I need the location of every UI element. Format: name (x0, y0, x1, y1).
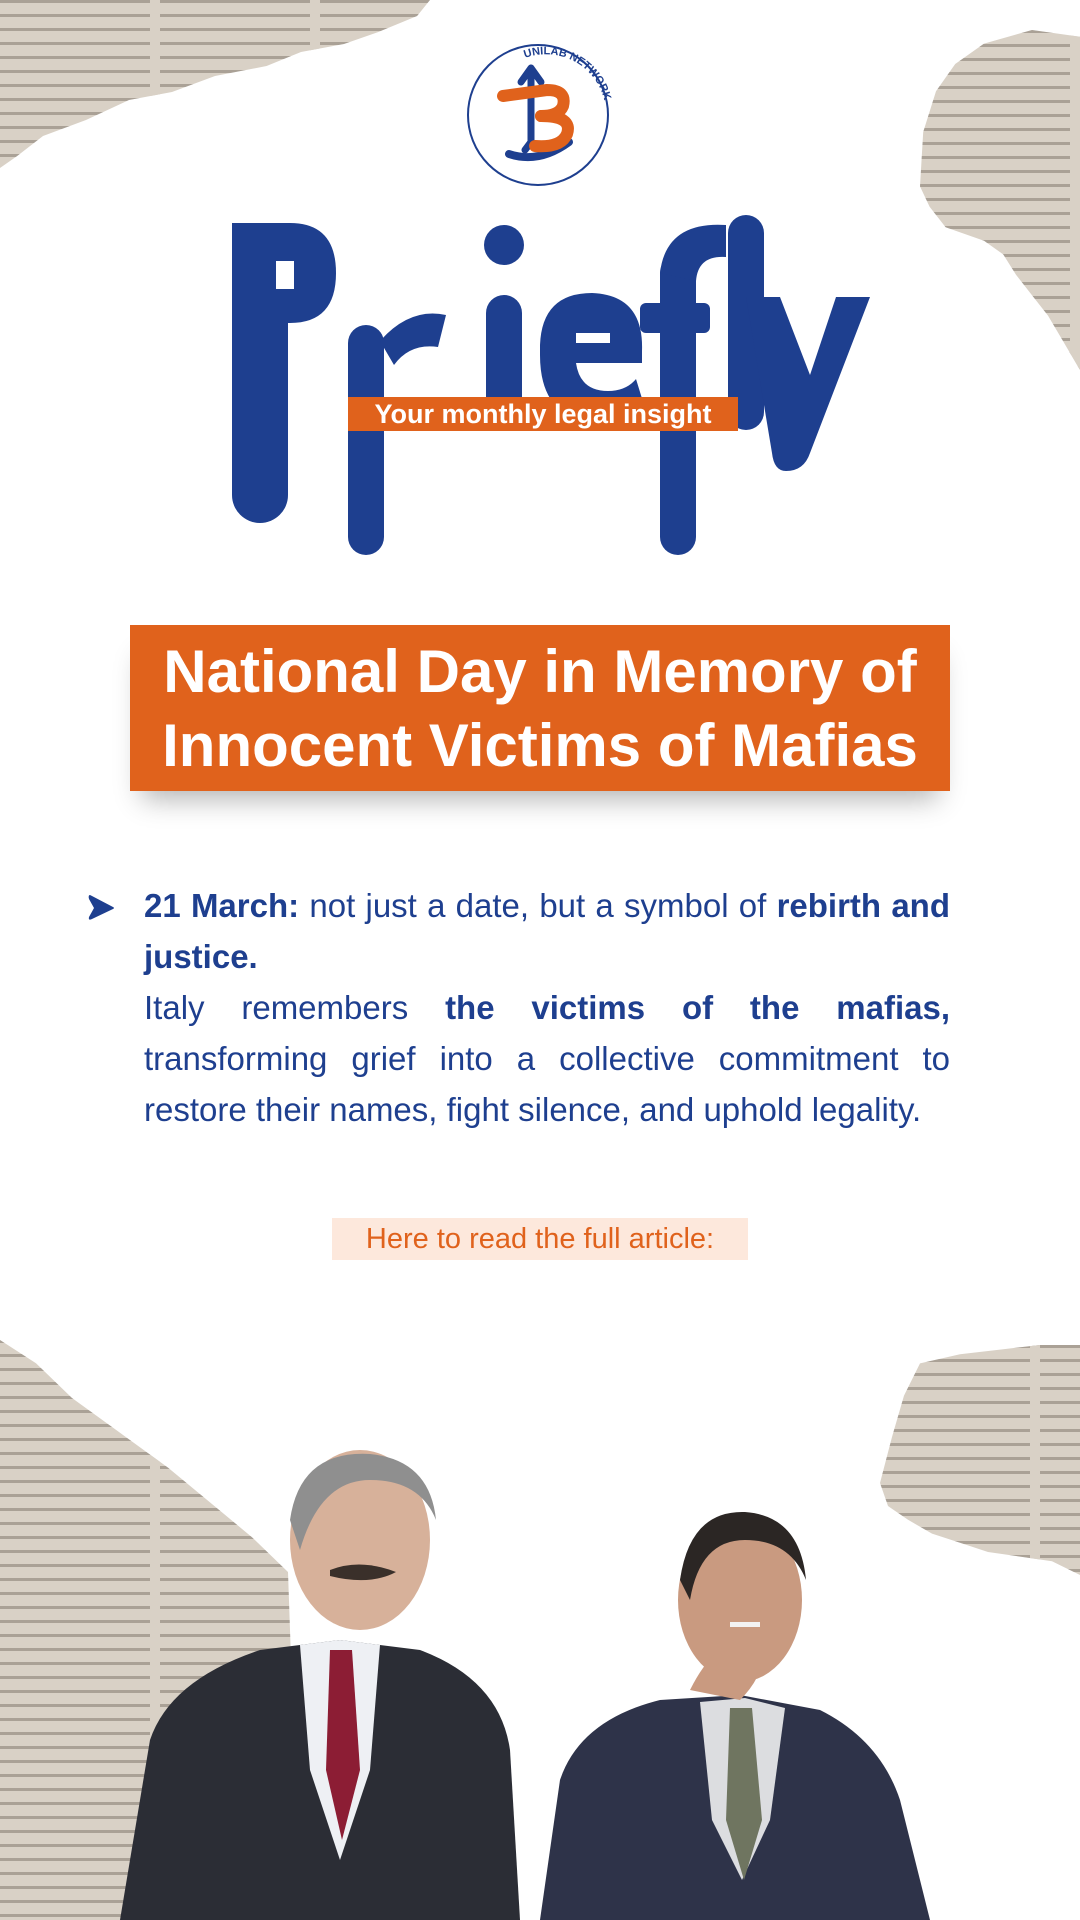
svg-text:UNILAB NETWORK: UNILAB NETWORK (522, 45, 613, 102)
summary-paragraph-2: Italy remembers the victims of the mafias, transforming grief into a collective commitment to restore their names, fight silence, and uphold legality. (144, 989, 950, 1128)
rebirth-highlight: rebirth and justice. (144, 887, 950, 975)
article-summary (144, 880, 950, 1135)
photo-right-man (540, 1512, 930, 1920)
photo-left-man (120, 1450, 520, 1920)
logo-arc-text (467, 44, 613, 190)
photo-two-men (0, 1440, 1080, 1920)
summary-paragraph-1: 21 March: not just a date, but a symbol of rebirth and justice. (144, 887, 950, 975)
banner-title-line2: Innocent Victims of Mafias (162, 712, 918, 779)
banner-title-line1: National Day in Memory of (163, 638, 917, 705)
title-banner (130, 625, 950, 791)
newspaper-corner-top-right (920, 30, 1080, 370)
date-highlight: 21 March: (144, 887, 300, 924)
newspaper-corner-top-left (0, 0, 430, 200)
briefly-wordmark (230, 215, 870, 565)
read-full-article-link[interactable]: Here to read the full article: (332, 1218, 748, 1260)
victims-highlight: the victims of the mafias, (445, 989, 950, 1026)
play-arrow-icon (86, 893, 116, 923)
banner-title (130, 635, 950, 783)
tagline-badge: Your monthly legal insight (348, 397, 738, 431)
